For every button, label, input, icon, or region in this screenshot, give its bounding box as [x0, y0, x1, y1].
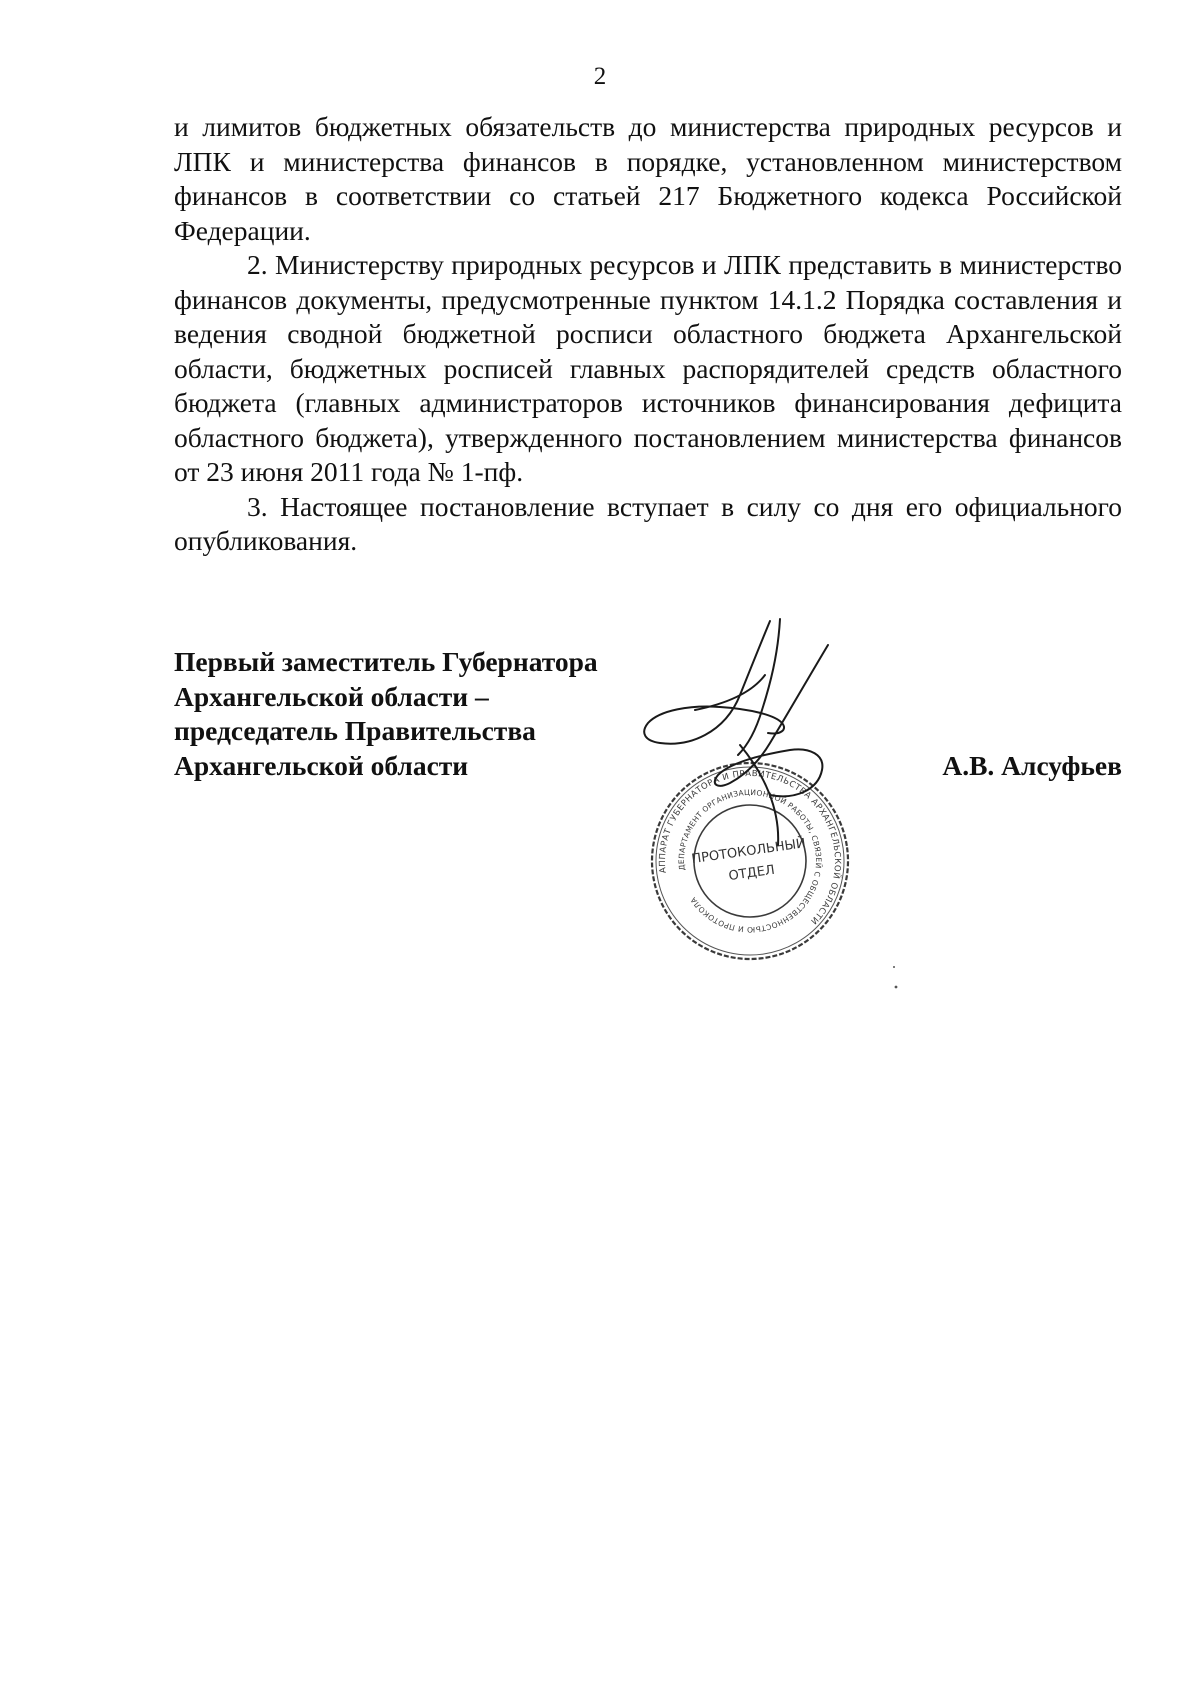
stamp-inner-text: ДЕПАРТАМЕНТ ОРГАНИЗАЦИОННОЙ РАБОТЫ, СВЯЗЕЙ С ОБЩЕСТВЕННОСТЬЮ И ПРОТОКОЛА: [676, 787, 824, 935]
stamp-center-line-1: ПРОТОКОЛЬНЫЙ: [690, 836, 807, 868]
stamp-center-line-2: ОТДЕЛ: [727, 862, 776, 885]
signer-position-line: Архангельской области –: [174, 680, 489, 712]
official-stamp: [639, 750, 860, 971]
document-body: [174, 110, 1122, 559]
page-number: 2: [593, 63, 607, 90]
signer-name: А.В. Алсуфьев: [942, 749, 1122, 781]
paragraph-2: 2. Министерству природных ресурсов и ЛПК представить в министерство финансов документы, предусмотренные пунктом 14.1.2 Порядка составления и ведения сводной бюджетной росписи областного бюджета Архангельской области, бюджетных росписей главных распорядителей средств областного бюджета (главных администраторов источников финансирования дефицита областного бюджета), утвержденного постановлением министерства финансов от 23 июня 2011 года № 1-пф.: [174, 249, 1122, 487]
paragraph-3: 3. Настоящее постановление вступает в силу со дня его официального опубликования.: [174, 490, 1122, 556]
signature-and-stamp: [600, 615, 900, 995]
paragraph-continuation: и лимитов бюджетных обязательств до министерства природных ресурсов и ЛПК и министерства финансов в порядке, установленном министерством финансов в соответствии со статьей 217 Бюджетного кодекса Российской Федерации.: [174, 111, 1122, 246]
signer-position: [174, 645, 654, 783]
signer-position-line: Первый заместитель Губернатора: [174, 646, 598, 677]
signer-position-line: председатель Правительства: [174, 715, 536, 746]
signer-position-line: Архангельской области: [174, 749, 469, 781]
stamp-edge-mark: [893, 966, 897, 988]
stamp-outer-text: АППАРАТ ГУБЕРНАТОРА И ПРАВИТЕЛЬСТВА АРХАНГЕЛЬСКОЙ ОБЛАСТИ: [657, 768, 843, 927]
